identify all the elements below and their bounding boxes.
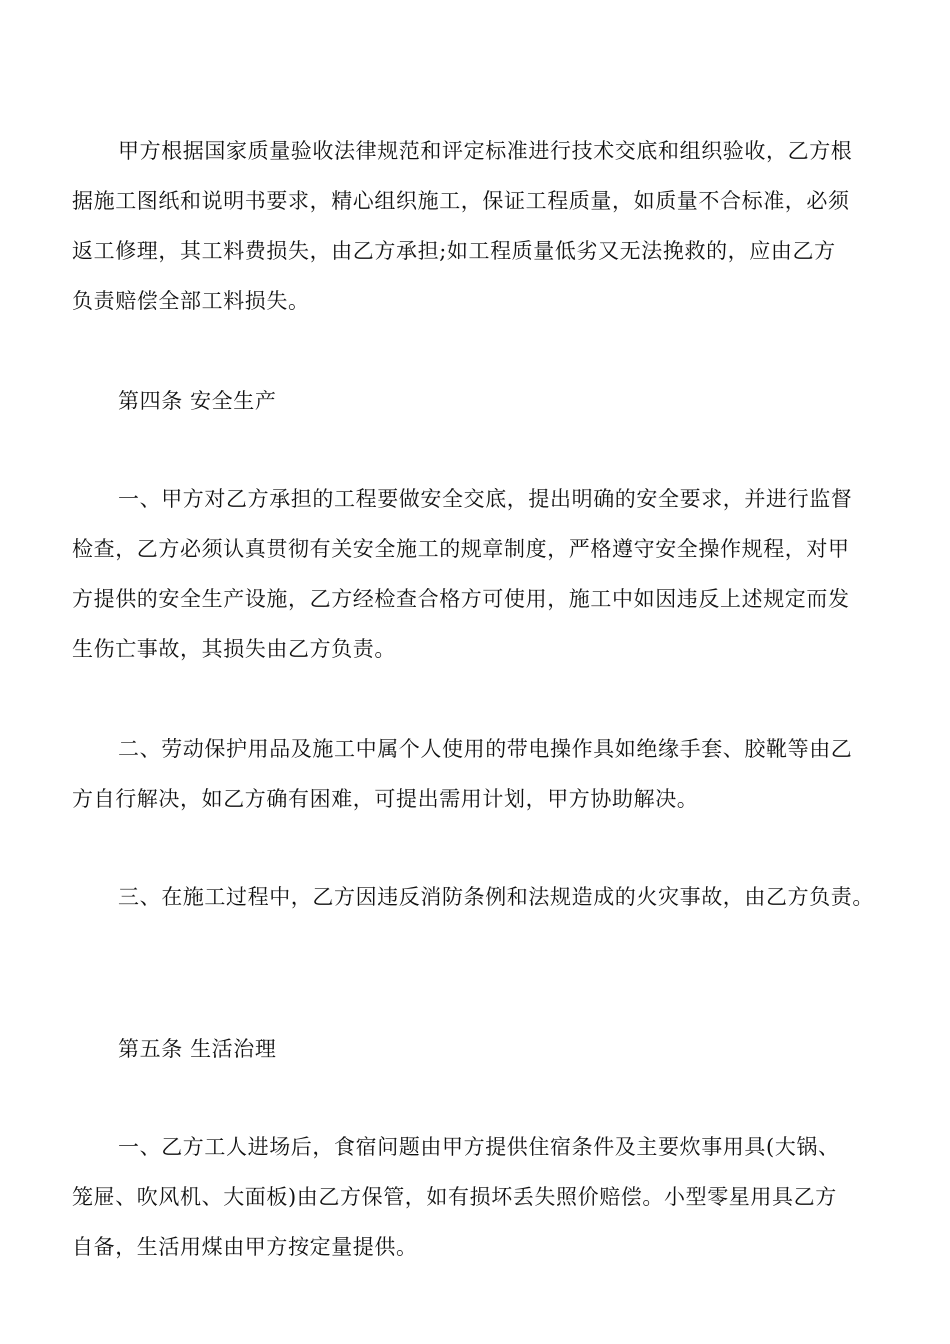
paragraph-line: 返工修理，其工料费损失，由乙方承担;如工程质量低劣又无法挽救的，应由乙方 [72,239,836,263]
paragraph-line: 甲方根据国家质量验收法律规范和评定标准进行技术交底和组织验收，乙方根 [118,139,853,163]
paragraph-line: 自备，生活用煤由甲方按定量提供。 [72,1235,418,1259]
section-heading-5: 第五条 生活治理 [118,1037,277,1061]
paragraph-line: 负责赔偿全部工料损失。 [72,289,310,313]
paragraph-line: 笼屉、吹风机、大面板)由乙方保管，如有损坏丢失照价赔偿。小型零星用具乙方 [72,1185,837,1209]
paragraph-line: 一、乙方工人进场后，食宿问题由甲方提供住宿条件及主要炊事用具(大锅、 [118,1135,840,1159]
paragraph-line: 三、在施工过程中，乙方因违反消防条例和法规造成的火灾事故，由乙方负责。 [118,885,874,909]
paragraph-line: 一、甲方对乙方承担的工程要做安全交底，提出明确的安全要求，并进行监督 [118,487,853,511]
paragraph-line: 方提供的安全生产设施，乙方经检查合格方可使用，施工中如因违反上述规定而发 [72,587,850,611]
paragraph-line: 方自行解决，如乙方确有困难，可提出需用计划，甲方协助解决。 [72,787,699,811]
paragraph-line: 据施工图纸和说明书要求，精心组织施工，保证工程质量，如质量不合标准，必须 [72,189,850,213]
paragraph-line: 生伤亡事故，其损失由乙方负责。 [72,637,396,661]
paragraph-line: 二、劳动保护用品及施工中属个人使用的带电操作具如绝缘手套、胶靴等由乙 [118,737,853,761]
paragraph-line: 检查，乙方必须认真贯彻有关安全施工的规章制度，严格遵守安全操作规程，对甲 [72,537,850,561]
section-heading-4: 第四条 安全生产 [118,389,277,413]
